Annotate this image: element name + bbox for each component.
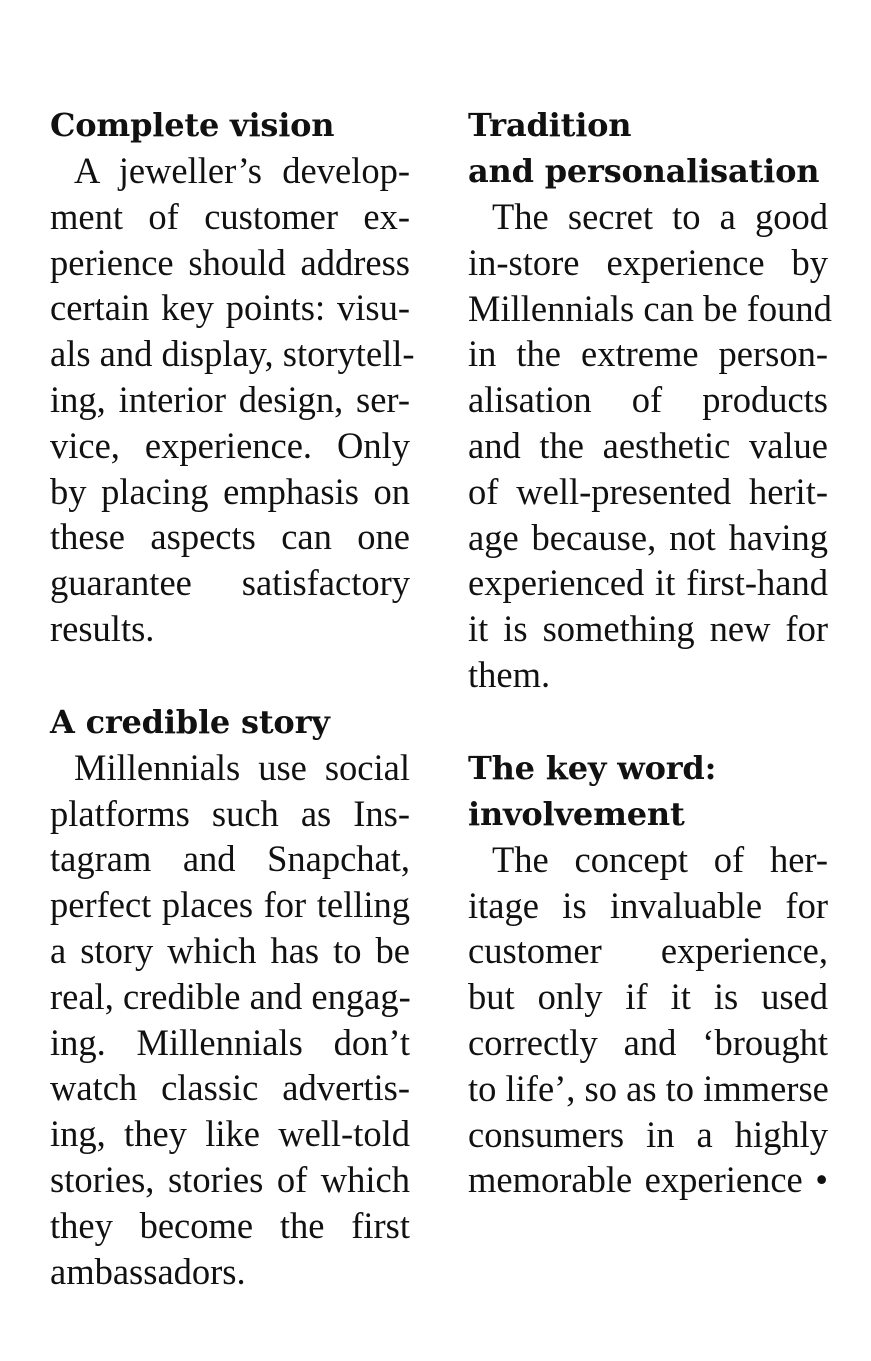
text-line: ment of customer ex-	[50, 195, 410, 237]
text-line: in the extreme person-	[468, 333, 828, 375]
right-column	[468, 102, 832, 1250]
text-line: tagram and Snapchat,	[50, 838, 410, 880]
text-line: these aspects can one	[50, 516, 410, 558]
text-line: but only if it is used	[468, 976, 828, 1018]
section-complete-vision	[50, 102, 415, 652]
text-line: ing. Millennials don’t	[50, 1021, 410, 1063]
text-line: ambassadors.	[50, 1250, 246, 1292]
text-line: consumers in a highly	[468, 1113, 828, 1155]
section-tradition-personalisation	[468, 102, 832, 698]
section-key-word-involvement	[468, 745, 828, 1203]
text-line: by placing emphasis on	[50, 470, 410, 512]
text-line: stories, stories of which	[50, 1158, 410, 1200]
section-body	[468, 837, 828, 1203]
text-line: of well-presented herit-	[468, 470, 828, 512]
text-line: experienced it first-hand	[468, 562, 828, 604]
text-line: perience should address	[50, 241, 410, 283]
text-line: guarantee satisfactory	[50, 562, 410, 604]
text-line: alisation of products	[468, 379, 828, 421]
section-body	[50, 745, 410, 1295]
text-line: and the aesthetic value	[468, 424, 828, 466]
text-line: certain key points: visu-	[50, 287, 410, 329]
section-credible-story	[50, 699, 410, 1295]
left-column	[50, 102, 415, 1341]
text-line: The concept of her-	[492, 838, 828, 880]
text-line: real, credible and engag-	[50, 975, 411, 1017]
text-line: results.	[50, 607, 155, 649]
text-line: ing, interior design, ser-	[50, 378, 410, 420]
section-heading: Tradition and personalisation	[468, 106, 820, 190]
section-body	[50, 148, 415, 652]
section-body	[468, 194, 832, 698]
section-heading: The key word: involvement	[468, 748, 717, 833]
text-line: perfect places for telling	[50, 884, 410, 926]
text-line: correctly and ‘brought	[468, 1021, 828, 1063]
text-line: ing, they like well-told	[50, 1113, 410, 1155]
text-line: a story which has to be	[50, 929, 410, 971]
text-line: A jeweller’s develop-	[74, 150, 410, 191]
text-line: vice, experience. Only	[50, 424, 410, 466]
text-line: platforms such as Ins-	[50, 792, 410, 834]
text-line: Millennials can be found	[468, 287, 832, 329]
text-line: it is something new for	[468, 608, 828, 650]
text-line: them.	[468, 653, 551, 695]
section-heading: Complete vision	[50, 106, 335, 144]
text-line: customer experience,	[468, 930, 828, 972]
text-line: they become the first	[50, 1204, 410, 1246]
text-line: in-store experience by	[468, 241, 828, 283]
text-line: itage is invaluable for	[468, 884, 828, 926]
text-line: memorable experience •	[468, 1159, 828, 1201]
section-heading: A credible story	[50, 702, 330, 741]
text-line: watch classic advertis-	[50, 1067, 410, 1109]
text-line: to life’, so as to immerse	[468, 1067, 829, 1109]
text-line: age because, not having	[468, 516, 828, 558]
text-line: als and display, storytell-	[50, 333, 415, 375]
text-line: Millennials use social	[74, 746, 410, 788]
text-line: The secret to a good	[492, 196, 828, 237]
